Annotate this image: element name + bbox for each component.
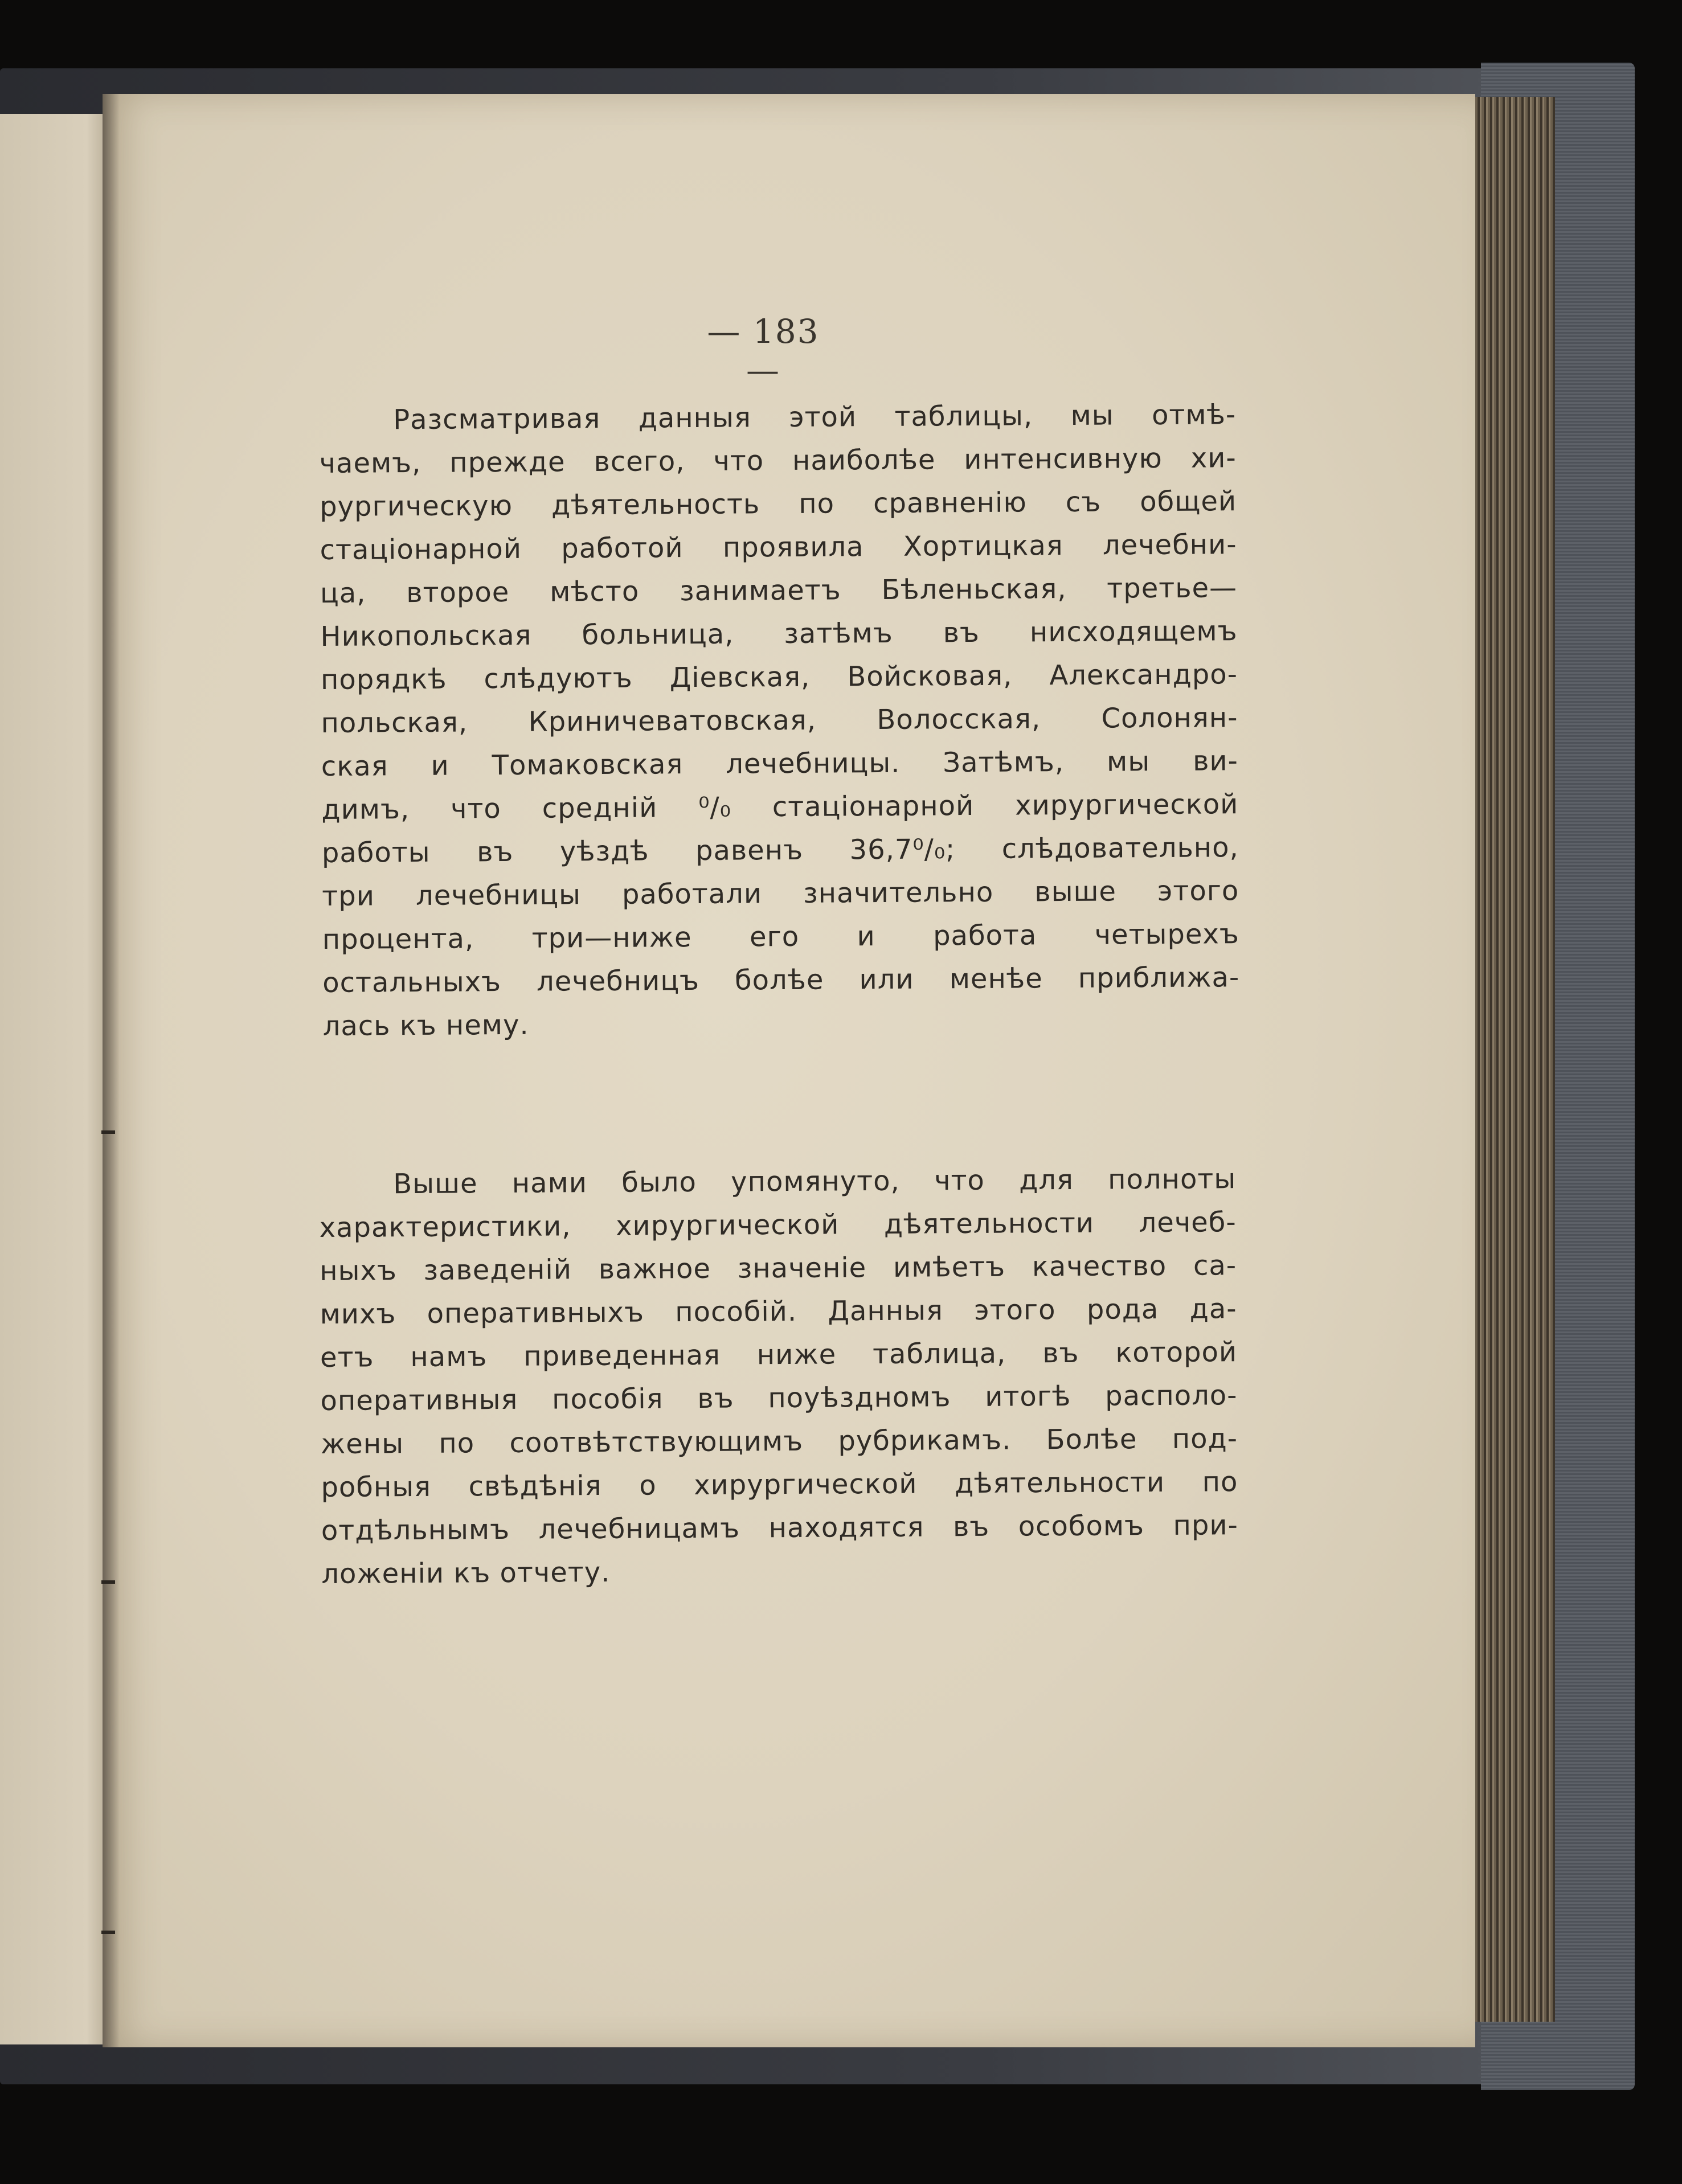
- text-line: димъ, что средній ⁰/₀ стаціонарной хирургической: [321, 788, 1239, 826]
- text-line: рургическую дѣятельность по сравненію съ общей: [319, 485, 1237, 523]
- text-line: ца, второе мѣсто занимаетъ Бѣленьская, третье—: [320, 572, 1238, 609]
- text-line: польская, Криничеватовская, Волосская, Солонян-: [321, 702, 1238, 739]
- text-line: лась къ нему.: [322, 1009, 529, 1042]
- text-line: михъ оперативныхъ пособій. Данныя этого рода да-: [320, 1293, 1237, 1330]
- text-line: порядкѣ слѣдуютъ Діевская, Войсковая, Александро-: [320, 658, 1238, 696]
- page-gutter: [103, 94, 120, 2047]
- text-line: чаемъ, прежде всего, что наиболѣе интенсивную хи-: [319, 442, 1237, 480]
- facing-page: [0, 114, 108, 2044]
- text-line: жены по соотвѣтствующимъ рубрикамъ. Болѣе под-: [320, 1423, 1238, 1460]
- text-line: три лечебницы работали значительно выше этого: [322, 875, 1239, 912]
- margin-mark: [101, 1931, 115, 1934]
- page-edges: [1475, 97, 1555, 2022]
- text-line: остальныхъ лечебницъ болѣе или менѣе приближа-: [322, 961, 1240, 999]
- page-number: — 183 —: [707, 312, 820, 390]
- text-line: работы въ уѣздѣ равенъ 36,7⁰/₀; слѣдовательно,: [321, 831, 1239, 869]
- margin-mark: [101, 1580, 115, 1584]
- margin-mark: [101, 1130, 115, 1134]
- text-line: стаціонарной работой проявила Хортицкая лечебни-: [320, 528, 1237, 566]
- text-line: робныя свѣдѣнія о хирургической дѣятельности по: [321, 1466, 1238, 1503]
- text-line: отдѣльнымъ лечебницамъ находятся въ особомъ при-: [321, 1509, 1239, 1547]
- text-line: Выше нами было упомянуто, что для полноты: [393, 1163, 1237, 1200]
- text-line: процента, три—ниже его и работа четырехъ: [322, 918, 1239, 956]
- text-line: ныхъ заведеній важное значеніе имѣетъ качество са-: [319, 1249, 1237, 1287]
- paragraph-2: [319, 1157, 1239, 1596]
- text-line: Разсматривая данныя этой таблицы, мы отмѣ-: [393, 399, 1237, 436]
- text-line: оперативныя пособія въ поуѣздномъ итогѣ располо-: [320, 1379, 1238, 1417]
- paragraph-1: [319, 393, 1240, 1048]
- text-line: характеристики, хирургической дѣятельности лечеб-: [319, 1206, 1237, 1244]
- text-line: ская и Томаковская лечебницы. Затѣмъ, мы ви-: [321, 745, 1239, 782]
- text-line: етъ намъ приведенная ниже таблица, въ которой: [320, 1336, 1238, 1374]
- text-line: ложеніи къ отчету.: [321, 1556, 611, 1590]
- text-line: Никопольская больница, затѣмъ въ нисходящемъ: [320, 615, 1238, 653]
